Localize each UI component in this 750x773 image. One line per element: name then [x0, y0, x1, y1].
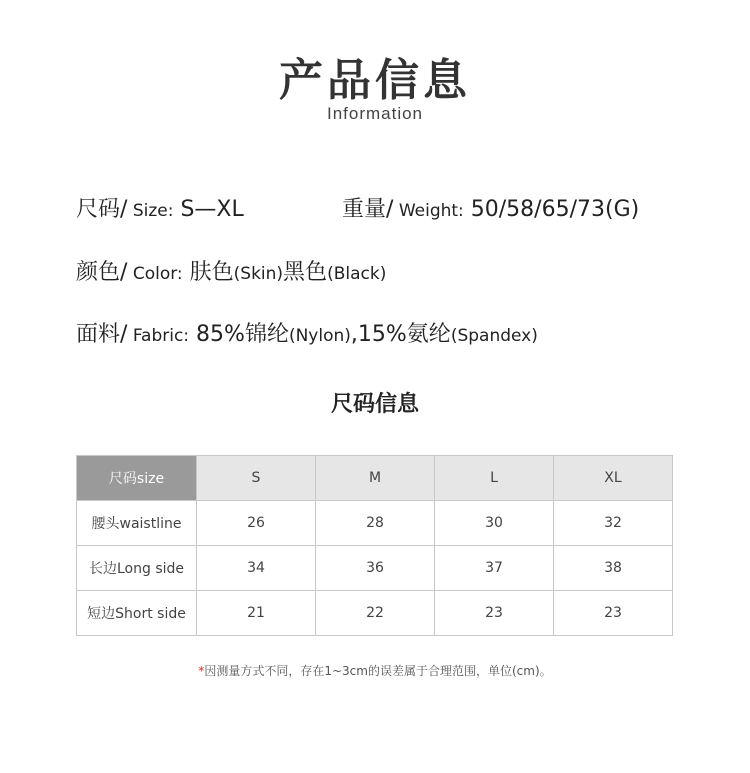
spec-fabric-value-1: 85%锦纶 — [189, 322, 289, 347]
footnote-star: * — [198, 664, 205, 678]
spec-size-label-cn: 尺码/ — [76, 197, 128, 222]
spec-fabric-label-en: Fabric: — [127, 326, 190, 346]
size-chart-header-l: L — [435, 456, 554, 501]
size-chart-title: 尺码信息 — [330, 392, 419, 417]
spec-color-value-2-en: (Black) — [327, 264, 387, 284]
row-label-short-side: 短边Short side — [77, 591, 197, 636]
spec-weight-label-cn: 重量/ — [342, 197, 394, 222]
spec-fabric-value-2: ,15%氨纶 — [350, 322, 451, 347]
size-chart-header-xl: XL — [554, 456, 673, 501]
table-cell: 23 — [435, 591, 554, 636]
spec-color-value-1: 肤色 — [182, 260, 234, 285]
measurement-footnote — [0, 662, 750, 679]
table-cell: 37 — [435, 546, 554, 591]
size-chart-table — [76, 455, 673, 636]
table-cell: 23 — [554, 591, 673, 636]
spec-weight-label-en: Weight: — [393, 201, 464, 221]
spec-color-label-cn: 颜色/ — [76, 260, 128, 285]
spec-fabric-value-1-en: (Nylon) — [288, 326, 351, 346]
spec-color-value-1-en: (Skin) — [233, 264, 284, 284]
spec-size-label-en: Size: — [127, 201, 174, 221]
spec-color — [76, 255, 386, 286]
table-cell: 26 — [197, 501, 316, 546]
size-chart-header-row — [77, 456, 673, 501]
spec-fabric-value-2-en: (Spandex) — [450, 326, 538, 346]
table-cell: 22 — [316, 591, 435, 636]
spec-size — [76, 192, 244, 223]
table-row — [77, 546, 673, 591]
spec-size-value: S—XL — [173, 197, 244, 222]
spec-fabric — [76, 317, 538, 348]
page-title: 产品信息 — [279, 55, 471, 106]
table-row — [77, 501, 673, 546]
table-cell: 28 — [316, 501, 435, 546]
table-cell: 32 — [554, 501, 673, 546]
row-label-waistline: 腰头waistline — [77, 501, 197, 546]
spec-fabric-label-cn: 面料/ — [76, 322, 128, 347]
spec-color-value-2: 黑色 — [283, 260, 328, 285]
table-row — [77, 591, 673, 636]
size-chart-header-m: M — [316, 456, 435, 501]
table-cell: 21 — [197, 591, 316, 636]
page-subtitle: Information — [326, 104, 424, 123]
size-chart-header-s: S — [197, 456, 316, 501]
spec-color-label-en: Color: — [127, 264, 183, 284]
row-label-long-side: 长边Long side — [77, 546, 197, 591]
table-cell: 36 — [316, 546, 435, 591]
table-cell: 30 — [435, 501, 554, 546]
footnote-text: 因测量方式不同，存在1~3cm的误差属于合理范围，单位(cm)。 — [204, 664, 552, 678]
table-cell: 34 — [197, 546, 316, 591]
size-chart-corner-cell: 尺码size — [77, 456, 197, 501]
spec-weight — [342, 192, 639, 223]
spec-weight-value: 50/58/65/73(G) — [463, 197, 640, 222]
table-cell: 38 — [554, 546, 673, 591]
